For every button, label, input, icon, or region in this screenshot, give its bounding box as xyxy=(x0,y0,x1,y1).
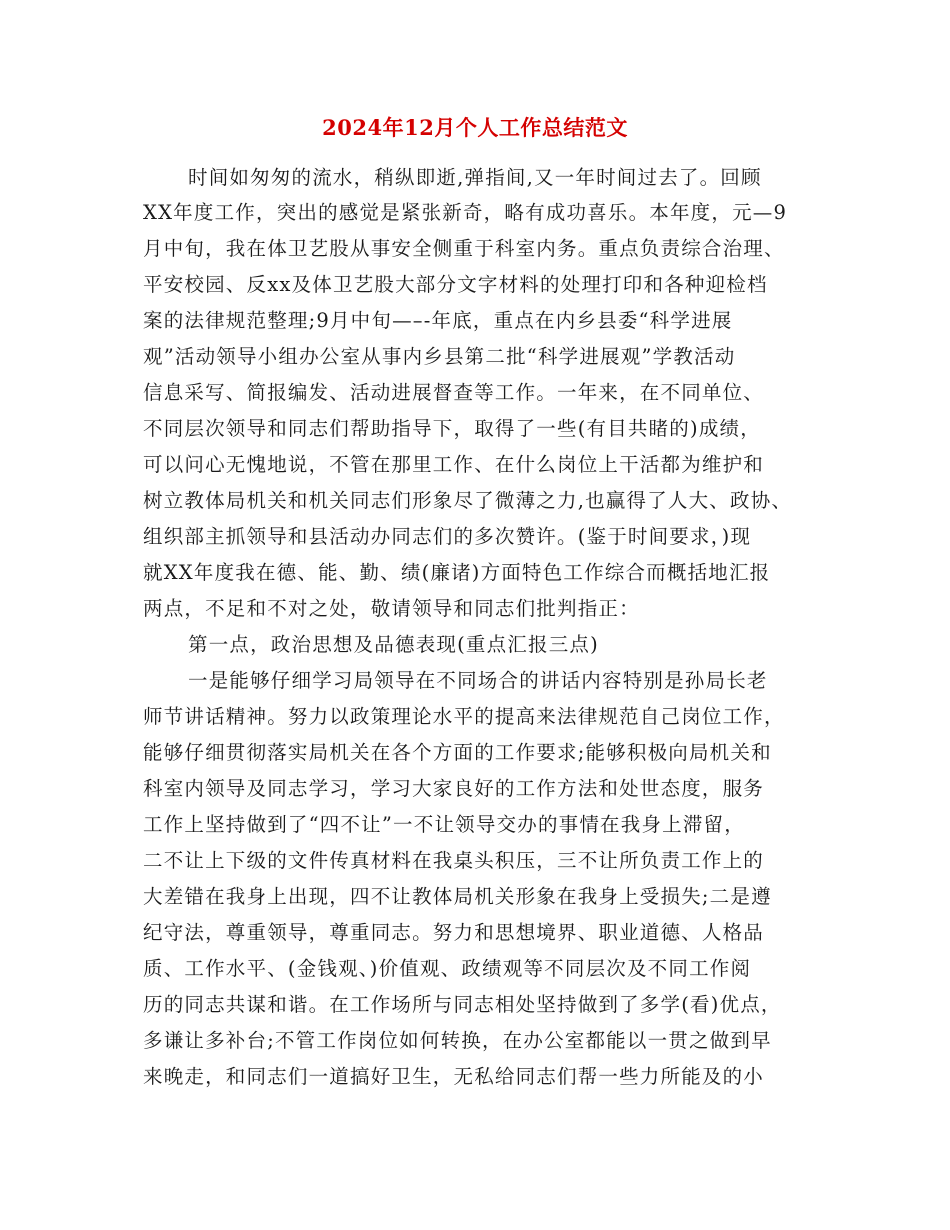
paragraph-line: 观”活动领导小组办公室从事内乡县第二批“科学进展观”学教活动 xyxy=(143,345,736,368)
paragraph-line: 纪守法，尊重领导，尊重同志。努力和思想境界、职业道德、人格品 xyxy=(143,921,765,944)
paragraph-line: 多谦让多补台;不管工作岗位如何转换，在办公室都能以一贯之做到早 xyxy=(143,1029,772,1052)
paragraph-line: 质、工作水平、(金钱观、)价值观、政绩观等不同层次及不同工作阅 xyxy=(143,957,752,980)
paragraph-line: 不同层次领导和同志们帮助指导下，取得了一些(有目共睹的)成绩， xyxy=(143,417,761,440)
paragraph-line: XX年度工作，突出的感觉是紧张新奇，略有成功喜乐。本年度，元—9 xyxy=(143,201,788,224)
paragraph-line: 组织部主抓领导和县活动办同志们的多次赞许。(鉴于时间要求，)现 xyxy=(143,525,752,548)
paragraph-line: 一是能够仔细学习局领导在不同场合的讲话内容特别是孙局长老 xyxy=(188,669,768,692)
paragraph-line: 来晚走，和同志们一道搞好卫生，无私给同志们帮一些力所能及的小 xyxy=(143,1065,765,1088)
section-heading: 第一点，政治思想及品德表现(重点汇报三点) xyxy=(188,633,599,656)
paragraph-line: 大差错在我身上出现，四不让教体局机关形象在我身上受损失;二是遵 xyxy=(143,885,772,908)
paragraph-line: 两点，不足和不对之处，敬请领导和同志们批判指正： xyxy=(143,597,640,620)
paragraph-line: 二不让上下级的文件传真材料在我桌头积压，三不让所负责工作上的 xyxy=(143,849,765,872)
document-title: 2024年12月个人工作总结范文 xyxy=(322,115,628,140)
paragraph-line: 月中旬，我在体卫艺股从事安全侧重于科室内务。重点负责综合治理、 xyxy=(143,237,785,260)
paragraph-line: 就XX年度我在德、能、勤、绩(廉诸)方面特色工作综合而概括地汇报 xyxy=(143,561,771,584)
paragraph-line: 信息采写、简报编发、活动进展督查等工作。一年来，在不同单位、 xyxy=(143,381,765,404)
paragraph-line: 时间如匆匆的流水，稍纵即逝,弹指间,又一年时间过去了。回顾 xyxy=(188,166,762,189)
paragraph-line: 历的同志共谋和谐。在工作场所与同志相处坚持做到了多学(看)优点， xyxy=(143,993,782,1016)
paragraph-line: 平安校园、反xx及体卫艺股大部分文字材料的处理打印和各种迎检档 xyxy=(143,273,768,296)
paragraph-line: 树立教体局机关和机关同志们形象尽了微薄之力,也赢得了人大、政协、 xyxy=(143,489,793,512)
paragraph-line: 师节讲话精神。努力以政策理论水平的提高来法律规范自己岗位工作， xyxy=(143,705,785,728)
paragraph-line: 案的法律规范整理;9月中旬—–-年底，重点在内乡县委“科学进展 xyxy=(143,309,733,332)
paragraph-line: 可以问心无愧地说，不管在那里工作、在什么岗位上干活都为维护和 xyxy=(143,453,765,476)
paragraph-line: 科室内领导及同志学习，学习大家良好的工作方法和处世态度，服务 xyxy=(143,777,765,800)
paragraph-line: 能够仔细贯彻落实局机关在各个方面的工作要求;能够积极向局机关和 xyxy=(143,741,772,764)
paragraph-line: 工作上坚持做到了“四不让”一不让领导交办的事情在我身上滞留， xyxy=(143,813,745,836)
